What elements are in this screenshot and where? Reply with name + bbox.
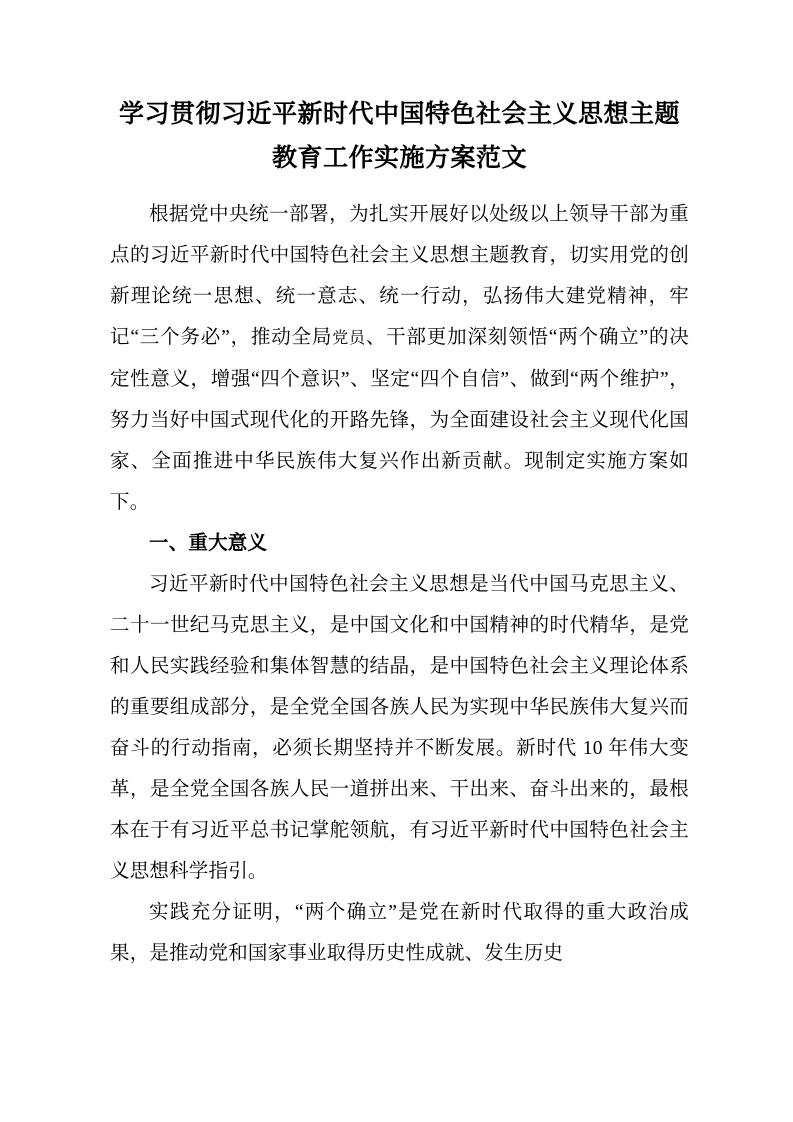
intro-text-part-2: 党员 — [332, 330, 366, 347]
section-heading-1: 一、重大意义 — [149, 532, 268, 554]
page-title: 学习贯彻习近平新时代中国特色社会主义思想主题教育工作实施方案范文 — [118, 100, 680, 172]
intro-text-part-3: 、干部更加深刻领悟“两个确立”的决定性意义，增强“四个意识”、坚定“四个自信”、做到“两个维护”，努力当好中国式现代化的开路先锋，为全面建设社会主义现代化国家、全面推进中华民族伟大复兴作出新贡献。现制定实施方案如下。 — [110, 327, 690, 513]
paragraph-body-1: 习近平新时代中国特色社会主义思想是当代中国马克思主义、二十一世纪马克思主义，是中国文化和中国精神的时代精华，是党和人民实践经验和集体智慧的结晶，是中国特色社会主义理论体系的重要组成部分，是全党全国各族人民为实现中华民族伟大复兴而奋斗的行动指南，必须长期坚持并不断发展。新时代 10 年伟大变革，是全党全国各族人民一道拼出来、干出来、奋斗出来的，最根本在于有习近平总书记掌舵领航，有习近平新时代中国特色社会主义思想科学指引。 — [110, 574, 689, 882]
intro-text-part-1: 根据党中央统一部署，为扎实开展好以处级以上领导干部为重点的习近平新时代中国特色社会主义思想主题教育，切实用党的创新理论统一思想、统一意志、统一行动，弘扬伟大建党精神，牢记“三个务必”，推动全局 — [110, 204, 689, 348]
paragraph-body-2: 实践充分证明，“两个确立”是党在新时代取得的重大政治成果，是推动党和国家事业取得历史性成就、发生历史 — [110, 902, 689, 964]
paragraph-intro — [110, 194, 689, 523]
